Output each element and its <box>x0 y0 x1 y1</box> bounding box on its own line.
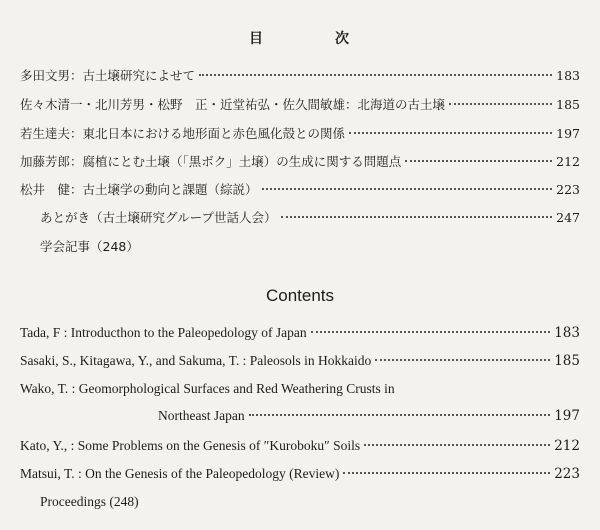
jp-heading-left: 目 <box>249 31 265 47</box>
jp-toc-entry <box>20 66 580 84</box>
page-number: 185 <box>556 97 580 112</box>
jp-author: 加藤芳郎： <box>20 154 83 169</box>
en-toc-entry <box>20 353 580 369</box>
page-number: 212 <box>554 438 580 454</box>
leader-dots <box>364 444 550 446</box>
page-number: 212 <box>556 154 580 169</box>
leader-dots <box>262 188 553 190</box>
en-entry-text: Matsui, T. : On the Genesis of the Paleopedology (Review) <box>20 466 340 481</box>
jp-proceedings: 学会記事（248） <box>40 239 139 254</box>
jp-toc-entry <box>20 152 580 170</box>
en-toc-entry <box>20 325 580 341</box>
en-entry-text: Wako, T. : Geomorphological Surfaces and Red Weathering Crusts in <box>20 381 395 396</box>
jp-entry-title: あとがき（古土壌研究グループ世話人会） <box>40 210 277 225</box>
jp-toc-entry <box>40 208 580 226</box>
leader-dots <box>249 414 551 416</box>
jp-author: 多田文男： <box>20 68 83 83</box>
leader-dots <box>343 472 550 474</box>
page-number: 223 <box>554 466 580 482</box>
en-proceedings: Proceedings (248) <box>40 494 139 509</box>
jp-author: 佐々木清一・北川芳男・松野 正・近堂祐弘・佐久間敏雄： <box>20 97 358 112</box>
leader-dots <box>349 132 552 134</box>
page-number: 223 <box>556 182 580 197</box>
en-entry-text: Sasaki, S., Kitagawa, Y., and Sakuma, T. : Paleosols in Hokkaido <box>20 353 372 368</box>
jp-toc-entry <box>20 124 580 142</box>
jp-toc-entry <box>20 180 580 198</box>
en-toc-entry <box>158 408 580 424</box>
jp-entry-title: 東北日本における地形面と赤色風化殻との関係 <box>82 126 346 141</box>
page-number: 183 <box>554 325 580 341</box>
jp-entry-title: 腐植にとむ土壌（「黒ボク」土壌）の生成に関する問題点 <box>82 154 402 169</box>
en-contents-heading: Contents <box>265 286 335 305</box>
page-number: 247 <box>556 210 580 225</box>
jp-author: 若生達夫： <box>20 126 83 141</box>
en-toc-entry <box>20 466 580 482</box>
jp-entry-title: 北海道の古土壌 <box>357 97 446 112</box>
page-number: 183 <box>556 68 580 83</box>
page-number: 185 <box>554 353 580 369</box>
jp-toc-entry <box>20 95 580 113</box>
en-entry-text: Kato, Y., : Some Problems on the Genesis of ″Kuroboku″ Soils <box>20 438 361 453</box>
jp-author: 松井 健： <box>20 182 83 197</box>
page-number: 197 <box>556 126 580 141</box>
leader-dots <box>281 216 553 218</box>
jp-entry-title: 古土壌研究によせて <box>82 68 196 83</box>
leader-dots <box>311 331 551 333</box>
en-toc-entry <box>20 438 580 454</box>
leader-dots <box>375 359 550 361</box>
en-entry-text: Northeast Japan <box>158 408 245 423</box>
page-number: 197 <box>554 408 580 424</box>
jp-contents-heading <box>0 28 600 48</box>
leader-dots <box>449 103 552 105</box>
en-entry-text: Tada, F : Introducthon to the Paleopedology of Japan <box>20 325 307 340</box>
leader-dots <box>405 160 552 162</box>
jp-entry-title: 古土壌学の動向と課題（綜説） <box>82 182 258 197</box>
leader-dots <box>199 74 552 76</box>
jp-heading-right: 次 <box>335 31 351 47</box>
